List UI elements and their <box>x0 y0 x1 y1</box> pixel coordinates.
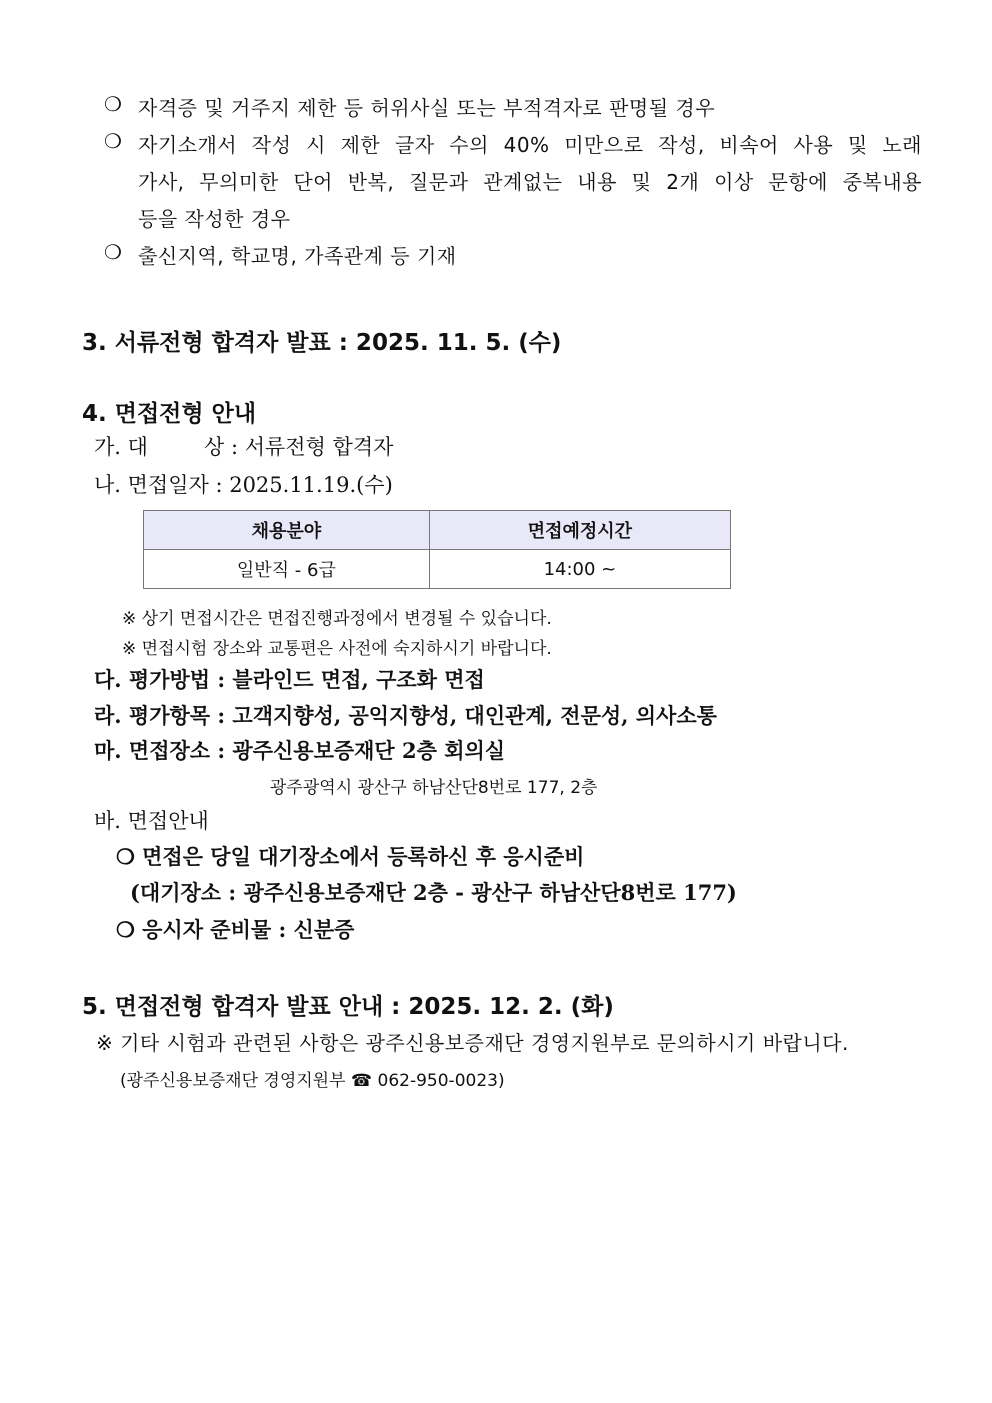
table-cell: 14:00 ~ <box>429 550 730 589</box>
table-row <box>144 550 731 589</box>
evaluation-items: 라. 평가항목 : 고객지향성, 공익지향성, 대인관계, 전문성, 의사소통 <box>94 703 717 728</box>
note: ※ 상기 면접시간은 면접진행과정에서 변경될 수 있습니다. <box>122 609 552 629</box>
note: ※ 면접시험 장소와 교통편은 사전에 숙지하시기 바랍니다. <box>122 639 552 659</box>
interview-guide-title: 바. 면접안내 <box>94 809 209 833</box>
table-header: 면접예정시간 <box>429 511 730 550</box>
table-header: 채용분야 <box>144 511 430 550</box>
guide-item: ❍ 면접은 당일 대기장소에서 등록하신 후 응시준비 <box>116 844 585 869</box>
list-item: 자격증 및 거주지 제한 등 허위사실 또는 부적격자로 판명될 경우 <box>138 96 716 120</box>
target-label: 가. 대 <box>94 435 148 459</box>
table-cell: 일반직 - 6급 <box>144 550 430 589</box>
list-item: 가사, 무의미한 단어 반복, 질문과 관계없는 내용 및 2개 이상 문항에 중복내용 <box>138 170 922 194</box>
bullet-icon: ❍ <box>104 129 122 153</box>
guide-item: ❍ 응시자 준비물 : 신분증 <box>116 917 355 942</box>
interview-date: 나. 면접일자 : 2025.11.19.(수) <box>94 473 393 497</box>
interview-location: 마. 면접장소 : 광주신용보증재단 2층 회의실 <box>94 738 506 763</box>
target-value: 상 : 서류전형 합격자 <box>204 435 394 459</box>
table-header-row <box>144 511 731 550</box>
bullet-icon: ❍ <box>104 240 122 264</box>
interview-schedule-table <box>143 510 731 589</box>
list-item: 출신지역, 학교명, 가족관계 등 기재 <box>138 244 457 268</box>
section-4-title: 4. 면접전형 안내 <box>82 401 257 427</box>
section-5-title: 5. 면접전형 합격자 발표 안내 : 2025. 12. 2. (화) <box>82 994 614 1020</box>
phone-icon: ☎ <box>350 1071 373 1091</box>
contact-phone: 062-950-0023) <box>377 1071 505 1091</box>
section-3-title: 3. 서류전형 합격자 발표 : 2025. 11. 5. (수) <box>82 330 562 356</box>
location-address: 광주광역시 광산구 하남산단8번로 177, 2층 <box>270 778 598 798</box>
contact-note: ※ 기타 시험과 관련된 사항은 광주신용보증재단 경영지원부로 문의하시기 바랍니다. <box>96 1031 849 1055</box>
guide-item: (대기장소 : 광주신용보증재단 2층 - 광산구 하남산단8번로 177) <box>130 880 737 905</box>
bullet-icon: ❍ <box>104 92 122 116</box>
list-item: 자기소개서 작성 시 제한 글자 수의 40% 미만으로 작성, 비속어 사용 및 노래 <box>138 133 922 157</box>
list-item: 등을 작성한 경우 <box>138 207 291 231</box>
evaluation-method: 다. 평가방법 : 블라인드 면접, 구조화 면접 <box>94 667 485 692</box>
contact-org: (광주신용보증재단 경영지원부 <box>120 1071 346 1091</box>
contact-line <box>120 1066 505 1091</box>
